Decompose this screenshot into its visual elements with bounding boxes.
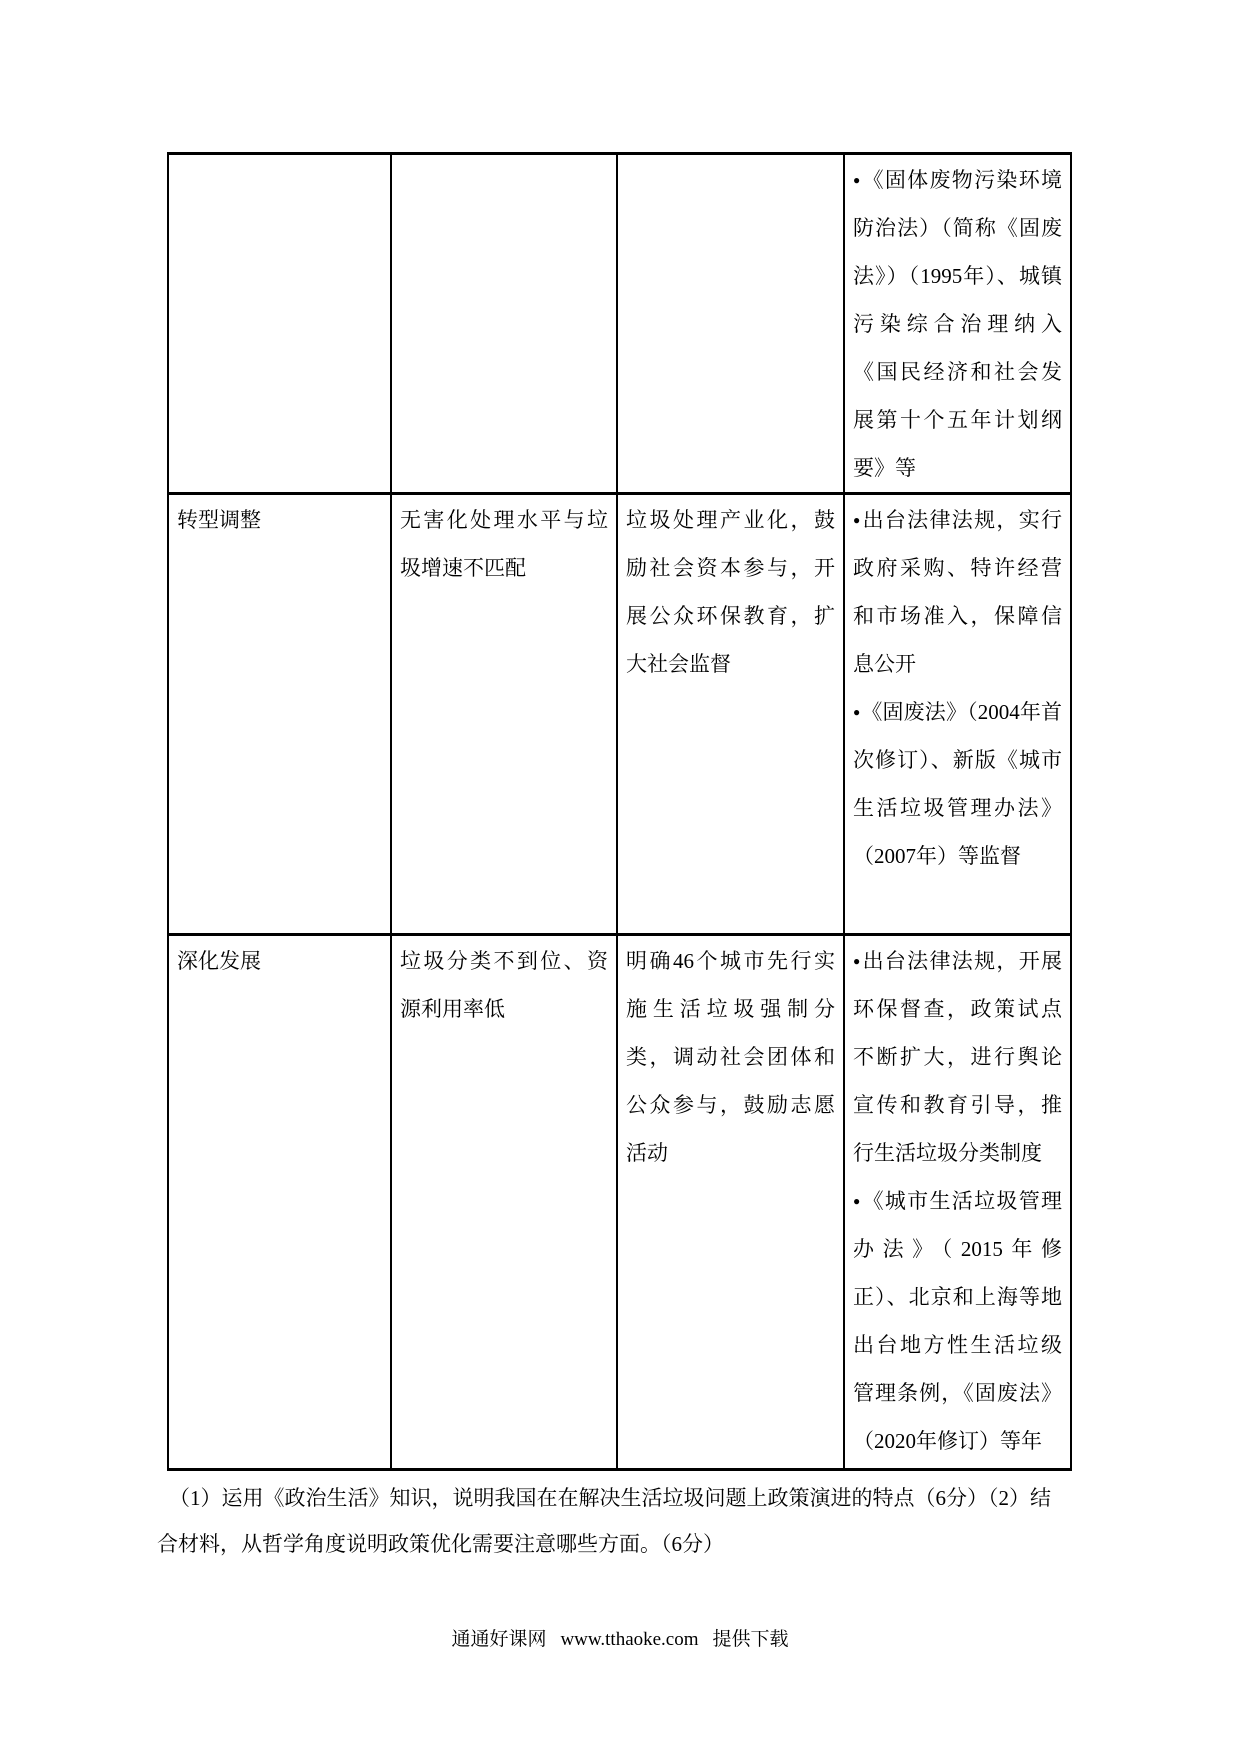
cell-measures [617, 494, 844, 935]
stage-text: 深化发展 [177, 949, 261, 973]
bullet-text: 《固体废物污染环境防治法）（简称《固废法》）（1995年）、城镇污染综合治理纳入《国民经济和社会发展第十个五年计划纲要》等 [853, 168, 1063, 480]
bullet-icon: ● [853, 173, 862, 187]
bullet-icon: ● [853, 954, 862, 968]
cell-problem [391, 935, 617, 1470]
table-row-transformation [168, 494, 1071, 935]
measures-text: 明确46个城市先行实施生活垃圾强制分类，调动社会团体和公众参与，鼓励志愿活动 [626, 949, 835, 1165]
cell-stage-empty [168, 154, 391, 494]
bullet-icon: ● [853, 705, 861, 719]
stage-text: 转型调整 [177, 508, 261, 532]
footer-url: www.tthaoke.com [560, 1629, 699, 1650]
list-item [853, 937, 1062, 1177]
policy-evolution-table [167, 152, 1072, 1471]
cell-measures [617, 935, 844, 1470]
bullet-text: 出台法律法规，实行政府采购、特许经营和市场准入，保障信息公开 [853, 508, 1063, 676]
list-item [853, 156, 1062, 492]
cell-policies [844, 494, 1071, 935]
table-row-continued [168, 154, 1071, 494]
bullet-text: 《固废法》（2004年首次修订）、新版《城市生活垃圾管理办法》（2007年）等监督 [853, 700, 1063, 868]
cell-stage [168, 494, 391, 935]
footer-site-name: 通通好课网 [451, 1629, 547, 1650]
cell-policies [844, 935, 1071, 1470]
bullet-icon: ● [853, 1194, 862, 1208]
question-text: （1）运用《政治生活》知识，说明我国在在解决生活垃圾问题上政策演进的特点（6分）（2）结合材料，从哲学角度说明政策优化需要注意哪些方面。（6分） [157, 1486, 1051, 1556]
bullet-icon: ● [853, 513, 862, 527]
measures-text: 垃圾处理产业化，鼓励社会资本参与，开展公众环保教育，扩大社会监督 [626, 508, 835, 676]
cell-measures-empty [617, 154, 844, 494]
problem-text: 无害化处理水平与垃圾增速不匹配 [400, 508, 608, 580]
cell-policies [844, 154, 1071, 494]
cell-stage [168, 935, 391, 1470]
bullet-text: 出台法律法规，开展环保督查，政策试点不断扩大，进行舆论宣传和教育引导，推行生活垃圾分类制度 [853, 949, 1063, 1165]
list-item [853, 1177, 1062, 1465]
table-row-deepening [168, 935, 1071, 1470]
cell-problem-empty [391, 154, 617, 494]
problem-text: 垃圾分类不到位、资源利用率低 [400, 949, 608, 1021]
footer-download-label: 提供下载 [712, 1629, 789, 1650]
list-item [853, 496, 1062, 688]
list-item [853, 688, 1062, 880]
bullet-text: 《城市生活垃圾管理办法》（2015年修正）、北京和上海等地出台地方性生活垃级管理条例，《固废法》（2020年修订）等年 [853, 1189, 1063, 1453]
footer [0, 1624, 1240, 1651]
cell-problem [391, 494, 617, 935]
